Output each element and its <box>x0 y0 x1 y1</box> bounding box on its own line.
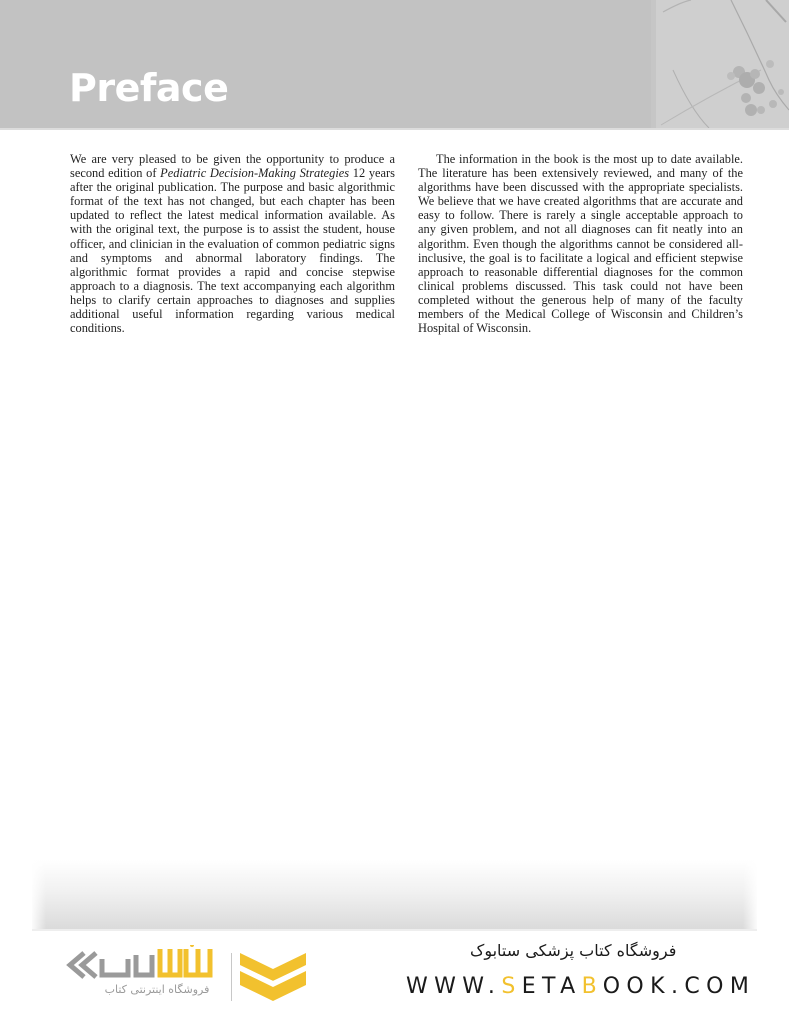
shop-url-link[interactable] <box>406 974 755 999</box>
shop-name: فروشگاه کتاب پزشکی ستابوک <box>470 941 677 960</box>
url-accent-letter: B <box>581 974 603 999</box>
preface-column-left <box>70 152 395 335</box>
paragraph-text: 12 years after the original publication. The purpose and basic algorithmic format of the text has not changed, but each chapter has been updated to reflect the latest medical information available. As with the original text, the purpose is to assist the student, house officer, and clinician in the evaluation of common pediatric signs and symptoms and abnormal laboratory findings. The algorithmic format provides a rapid and concise stepwise approach to a diagnosis. The text accompanying each algorithm helps to clarify certain approaches to diagnoses and supplies additional useful information regarding various medical conditions. <box>70 166 395 336</box>
preface-paragraph-2: The information in the book is the most up to date available. The literature has been extensively reviewed, and many of the algorithms have been discussed with the appropriate specialists. We believe that we have created algorithms that are accurate and easy to follow. There is rarely a single acceptable approach to any given problem, and not all diagnoses can fit neatly into an algorithm. Even though the algorithms cannot be considered all-inclusive, the goal is to facilitate a logical and efficient stepwise approach to reasonable differential diagnoses for the common clinical problems discussed. This task could not have been completed without the generous help of many of the faculty members of the Medical College of Wisconsin and Children’s Hospital of Wisconsin. <box>418 152 743 336</box>
header-banner <box>0 0 789 130</box>
paragraph-text: We are very pleased to be given the opportunity to produce a second edition of <box>70 152 395 181</box>
preface-paragraph-1 <box>70 152 395 335</box>
footer-divider <box>32 929 757 931</box>
footer-gradient-band <box>32 860 757 930</box>
book-title: Pediatric Decision-Making Strategies <box>160 166 350 181</box>
logo-wordmark-icon <box>66 945 226 985</box>
header-decorative-image <box>651 0 789 128</box>
logo-tagline: فروشگاه اینترنتی کتاب <box>104 983 210 996</box>
setabook-logo[interactable] <box>66 945 311 1005</box>
page-title: Preface <box>69 66 229 110</box>
url-text: OOK.COM <box>602 974 756 999</box>
preface-column-right <box>418 152 743 335</box>
url-accent-letter: S <box>501 974 522 999</box>
double-chevron-icon <box>238 951 308 1003</box>
url-text: ETA <box>521 974 582 999</box>
header-divider <box>0 128 789 130</box>
logo-divider <box>231 953 232 1001</box>
url-text: WWW. <box>406 974 502 999</box>
